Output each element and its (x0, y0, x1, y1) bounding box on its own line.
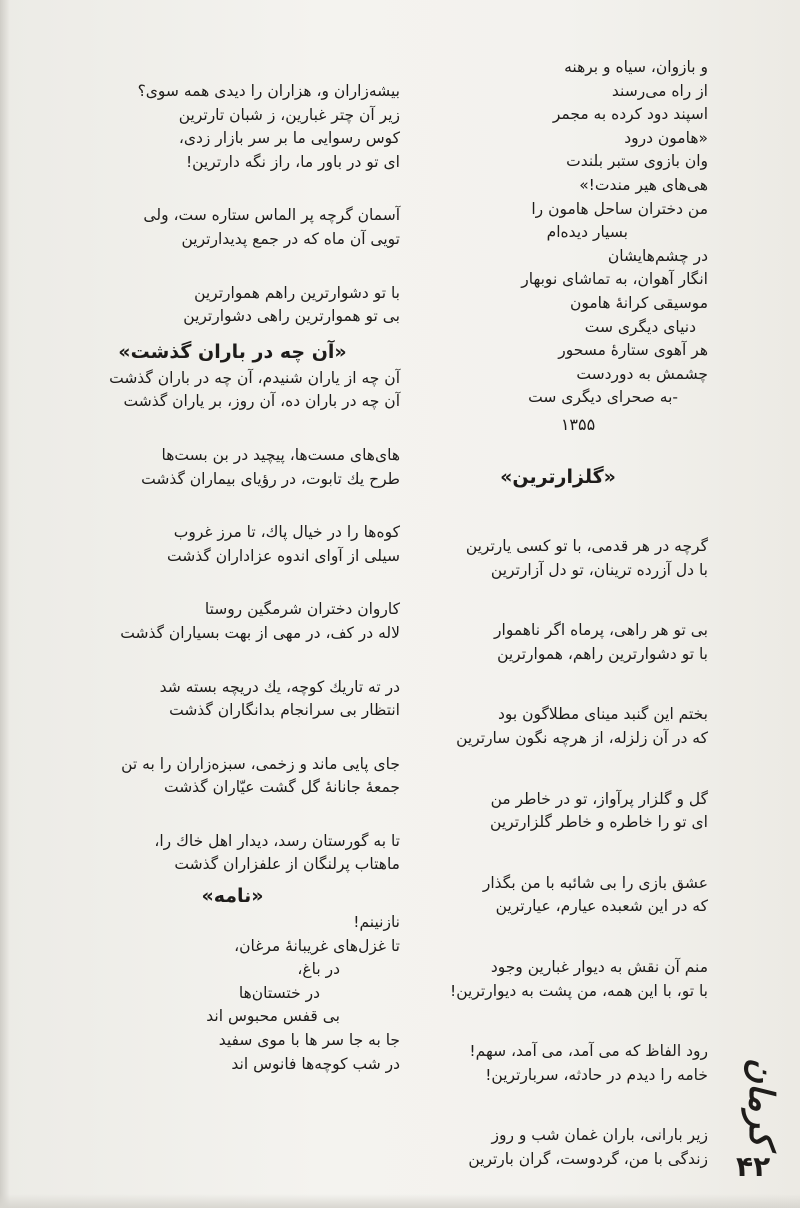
poem-line: هر آهوی ستارهٔ مسحور (558, 341, 708, 360)
couplet (378, 956, 708, 1003)
poem-title: «نامه» (201, 885, 264, 908)
poem-line: موسیقی کرانهٔ هامون (569, 293, 708, 312)
letter-line: در شب کوچه‌ها فانوس اند (231, 1054, 400, 1073)
poem-line: چشمش به دوردست (576, 364, 708, 383)
verse-line: زیر آن چتر غبارین، ز شبان تارترین (178, 105, 400, 124)
poem-line: از راه می‌رسند (611, 81, 708, 100)
magazine-logo: کرمان (741, 1057, 781, 1146)
poem-line: -به صحرای دیگری ست (528, 388, 678, 407)
verse-line: ماهتاب پرلنگان از علفزاران گذشت (174, 855, 400, 874)
letter-line: بی قفس محبوس اند (206, 1007, 340, 1026)
poem-title: «آن چه در باران گذشت» (118, 340, 347, 363)
poem-line: من دختران ساحل هامون را (531, 199, 708, 218)
verse-line: با دل آزرده ترینان، تو دل آزارترین (490, 560, 708, 579)
page-fold-shadow (0, 0, 10, 1208)
couplet (378, 788, 708, 835)
verse-line: خامه را دیدم در حادثه، سربارترین! (485, 1065, 708, 1084)
right-column (408, 56, 708, 492)
verse-line: عشق بازی را بی شائبه با من بگذار (482, 873, 708, 892)
couplet (378, 703, 708, 750)
verse-line: آن چه از یاران شنیدم، آن چه در باران گذشت (109, 368, 400, 387)
verse-line: های‌های مست‌ها، پیچید در بن بست‌ها (161, 445, 400, 464)
left-column (65, 80, 400, 1076)
verse-line: آن چه در باران ده، آن روز، بر یاران گذشت (123, 392, 400, 411)
poem-golzartarin (378, 535, 708, 1172)
verse-line: بی تو هر راهی، پرماه اگر ناهموار (494, 621, 708, 640)
poem-line: و بازوان، سیاه و برهنه (564, 58, 708, 76)
letter-line: نازنینم! (353, 913, 400, 932)
verse-line: جمعهٔ جانانهٔ گل گشت عیّاران گذشت (163, 778, 400, 797)
verse-line: کوه‌ها را در خیال پاك، تا مرز غروب (173, 523, 400, 542)
verse-line: زیر بارانی، باران غمان شب و روز (491, 1126, 708, 1145)
verse-line: گل و گلزار پرآواز، تو در خاطر من (490, 789, 708, 808)
verse-line: ای تو در باور ما، راز نگه دارترین! (185, 152, 400, 171)
couplet (378, 872, 708, 919)
verse-line: طرح یك تابوت، در رؤیای بیماران گذشت (141, 469, 400, 488)
verse-line: که در این شعبده عیارم، عیارترین (495, 897, 708, 916)
letter-line: در ختستان‌ها (238, 983, 320, 1002)
verse-line: با تو، با این همه، من پشت به دیوارترین! (450, 981, 708, 1000)
verse-line: با تو دشوارترین راهم، هموارترین (497, 644, 708, 663)
verse-line: تا به گورستان رسد، دیدار اهل خاك را، (154, 831, 400, 850)
verse-line: کوس رسوایی ما بر سر بازار زدی، (178, 129, 400, 148)
verse-line: انتظار بی سرانجام بدانگاران گذشت (169, 701, 400, 720)
poem-title: «گلزارترین» (500, 465, 616, 488)
verse-line: منم آن نقش به دیوار غبارین وجود (490, 957, 708, 976)
letter-line: تا غزل‌های غریبانهٔ مرغان، (234, 936, 400, 955)
verse-line: لاله در کف، در مهی از بهت بسیاران گذشت (120, 623, 400, 642)
verse-line: بختم این گنبد مینای مطلاگون بود (497, 705, 708, 724)
poem-line: انگار آهوان، به تماشای نوبهار (521, 270, 708, 289)
verse-line: سیلی از آوای اندوه عزاداران گذشت (167, 546, 400, 565)
verse-line: جای پایی ماند و زخمی، سبزه‌زاران را به تن (121, 754, 400, 773)
verse-line: زندگی با من، گردوست، گران بارترین (468, 1149, 708, 1168)
page-bottom-edge (0, 1194, 800, 1208)
verse-line: کاروان دختران شرمگین روستا (204, 600, 400, 619)
verse-line: گرچه در هر قدمی، با تو کسی یارترین (465, 537, 708, 555)
verse-line: که در آن زلزله، از هرچه نگون سارترین (456, 728, 708, 747)
verse-line: بی تو هموارترین راهی دشوارترین (183, 307, 400, 326)
poem-date: ۱۳۵۵ (560, 414, 596, 434)
poem-line: وان بازوی ستبر بلندت (566, 152, 708, 171)
letter-line: در باغ، (297, 960, 340, 979)
verse-line: با تو دشوارترین راهم هموارترین (194, 283, 400, 302)
poem-line: در چشم‌هایشان (607, 246, 708, 265)
poem-line: دنیای دیگری ست (584, 317, 696, 336)
poem-line: اسپند دود کرده به مجمر (552, 105, 708, 124)
verse-line: در ته تاریك کوچه، یك دریچه بسته شد (159, 677, 400, 696)
verse-line: آسمان گرچه پر الماس ستاره ست، ولی (143, 206, 400, 225)
verse-line: تویی آن ماه که در جمع پدیدارترین (181, 229, 400, 248)
couplet (378, 1040, 708, 1087)
verse-line: رود الفاظ که می آمد، می آمد، سهم! (469, 1042, 708, 1061)
poem-line: بسیار دیده‌ام (546, 223, 628, 242)
couplet (378, 535, 708, 582)
couplet (378, 1124, 708, 1171)
letter-line: جا به جا سر ها با موی سفید (218, 1031, 400, 1050)
poem-line: «هامون درود (624, 128, 708, 147)
poem-line: هی‌های هیر مندت!» (579, 175, 708, 194)
verse-line: بیشه‌زاران و، هزاران را دیدی همه سوی؟ (137, 82, 400, 100)
page-number: ۴۲ (736, 1150, 771, 1183)
verse-line: ای تو را خاطره و خاطر گلزارترین (490, 813, 708, 832)
couplet (378, 619, 708, 666)
